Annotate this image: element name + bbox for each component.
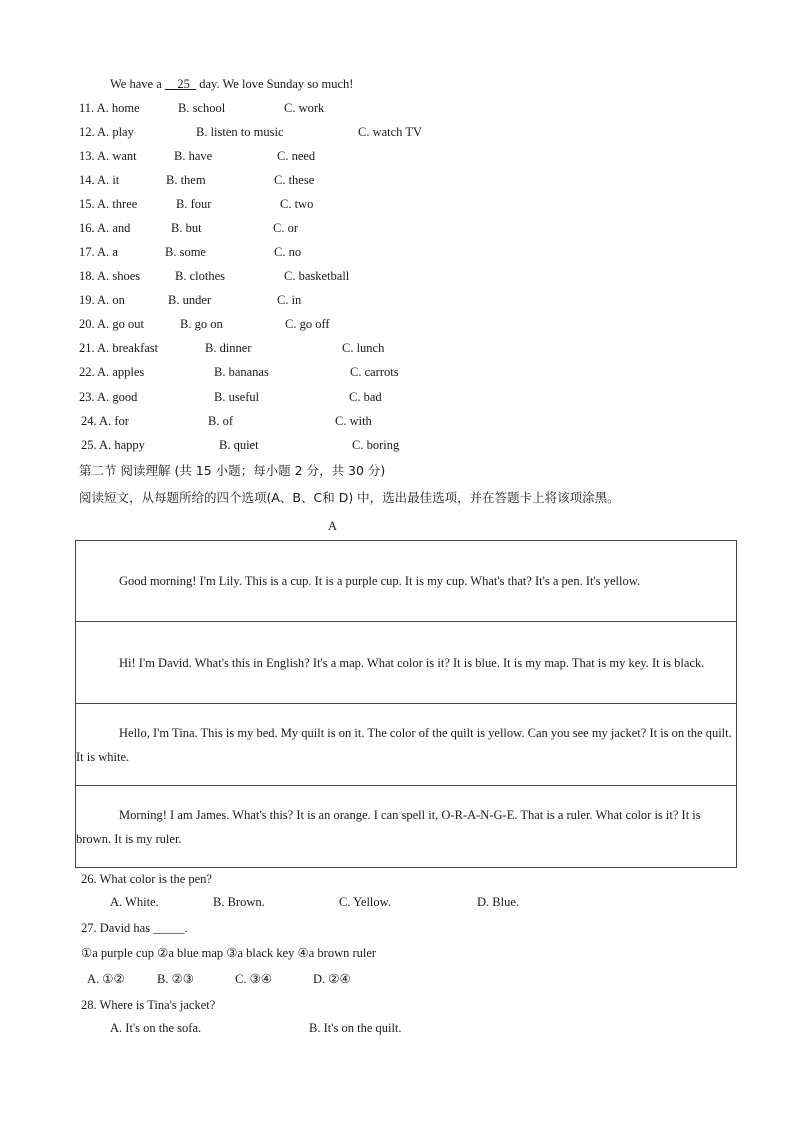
q18-option-b: B. clothes [175,269,225,283]
q14-option-a: 14. A. it [79,173,120,187]
passage-cell [76,786,737,868]
q25-option-b: B. quiet [219,438,259,452]
passage-cell [76,704,737,786]
q15-option-c: C. two [280,197,314,211]
passage-tina: Hello, I'm Tina. This is my bed. My quilt is on it. The color of the quilt is yellow. Can you see my jacket? It is on the quilt. It is white. [76,725,732,764]
q18-option-a: 18. A. shoes [79,269,141,283]
q24-option-b: B. of [208,414,233,428]
q19-option-b: B. under [168,293,212,307]
q21-option-c: C. lunch [342,341,385,355]
passage-row [76,622,737,704]
q26-stem: 26. What color is the pen? [81,872,212,886]
q24-option-c: C. with [335,414,372,428]
q23-option-c: C. bad [349,390,382,404]
q17-option-b: B. some [165,245,206,259]
q26-option-c: C. Yellow. [339,895,391,909]
q20-option-b: B. go on [180,317,223,331]
q25-option-a: 25. A. happy [81,438,145,452]
q14-option-c: C. these [274,173,315,187]
q13-option-a: 13. A. want [79,149,137,163]
q22-option-a: 22. A. apples [79,365,145,379]
blank-25: __25_ [164,77,197,91]
q28-stem: 28. Where is Tina's jacket? [81,998,216,1012]
q21-option-b: B. dinner [205,341,252,355]
q22-option-c: C. carrots [350,365,399,379]
q14-option-b: B. them [166,173,206,187]
intro-after: day. We love Sunday so much! [196,77,354,91]
q11-option-b: B. school [178,101,226,115]
passage-cell [76,541,737,622]
q16-option-c: C. or [273,221,298,235]
q11-option-c: C. work [284,101,325,115]
q12-option-c: C. watch TV [358,125,422,139]
q24-option-a: 24. A. for [81,414,129,428]
q23-option-a: 23. A. good [79,390,138,404]
passage-label: A [328,519,338,533]
q26-option-a: A. White. [110,895,159,909]
q17-option-a: 17. A. a [79,245,118,259]
intro-line [110,76,353,92]
q23-option-b: B. useful [214,390,260,404]
q20-option-a: 20. A. go out [79,317,144,331]
q25-option-c: C. boring [352,438,400,452]
intro-before: We have a [110,77,165,91]
q16-option-a: 16. A. and [79,221,131,235]
q13-option-c: C. need [277,149,316,163]
passage-row [76,704,737,786]
q19-option-c: C. in [277,293,302,307]
q27-option-c: C. ③④ [235,972,272,986]
section2-heading: 第二节 阅读理解 (共 15 小题；每小题 2 分，共 30 分) [79,463,386,478]
section2-instruction: 阅读短文，从每题所给的四个选项(A、B、C和 D) 中，选出最佳选项，并在答题卡上将该项涂黑。 [79,490,620,505]
q28-option-b: B. It's on the quilt. [309,1021,402,1035]
q21-option-a: 21. A. breakfast [79,341,159,355]
passage-row [76,541,737,622]
passage-cell [76,622,737,704]
q26-option-d: D. Blue. [477,895,520,909]
q26-option-b: B. Brown. [213,895,265,909]
q13-option-b: B. have [174,149,213,163]
q15-option-a: 15. A. three [79,197,138,211]
q27-items: ①a purple cup ②a blue map ③a black key ④a brown ruler [81,946,377,960]
q17-option-c: C. no [274,245,302,259]
q16-option-b: B. but [171,221,202,235]
q27-option-d: D. ②④ [313,972,351,986]
q15-option-b: B. four [176,197,212,211]
q20-option-c: C. go off [285,317,330,331]
q22-option-b: B. bananas [214,365,269,379]
passage-david: Hi! I'm David. What's this in English? It's a map. What color is it? It is blue. It is my map. That is my key. It is black. [119,655,705,670]
q19-option-a: 19. A. on [79,293,125,307]
q12-option-b: B. listen to music [196,125,284,139]
q27-stem: 27. David has _____. [81,921,188,935]
passage-james: Morning! I am James. What's this? It is an orange. I can spell it, O-R-A-N-G-E. That is a ruler. What color is it? It is brown. It is my ruler. [76,807,701,846]
passages-table [75,540,737,868]
passage-lily: Good morning! I'm Lily. This is a cup. It is a purple cup. It is my cup. What's that? It's a pen. It's yellow. [119,574,641,588]
q18-option-c: C. basketball [284,269,350,283]
passage-row [76,786,737,868]
q11-option-a: 11. A. home [79,101,140,115]
q28-option-a: A. It's on the sofa. [110,1021,202,1035]
q27-option-b: B. ②③ [157,972,194,986]
q12-option-a: 12. A. play [79,125,134,139]
q27-option-a: A. ①② [87,972,125,986]
